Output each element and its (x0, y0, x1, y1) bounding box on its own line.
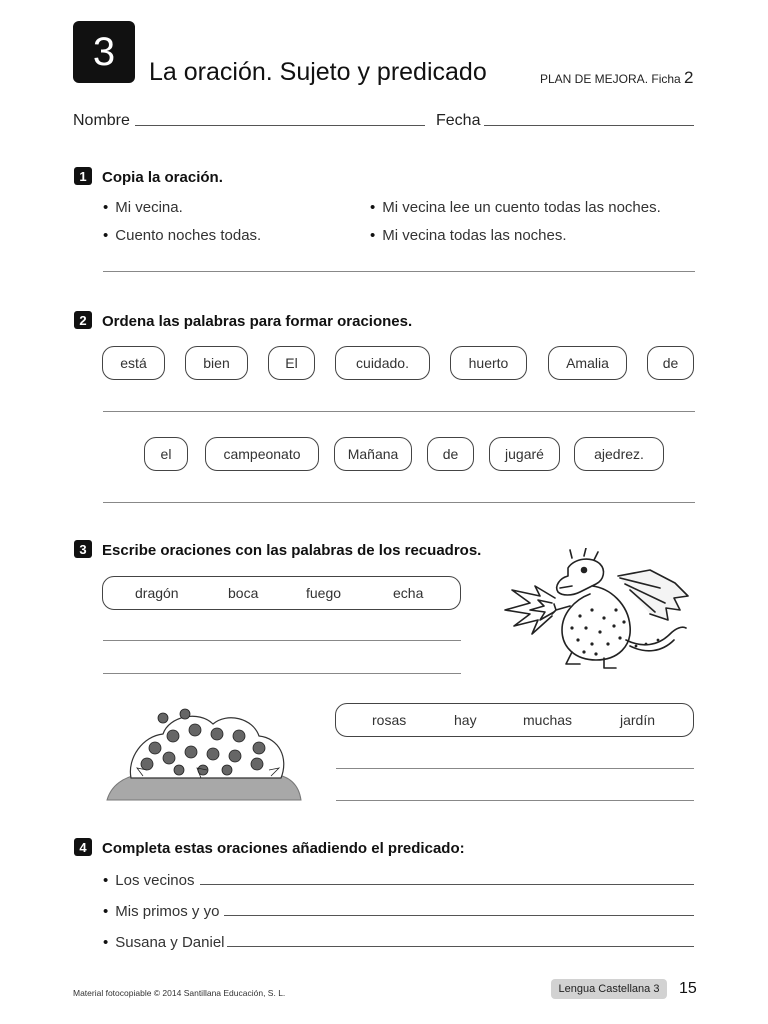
exercise-1-title: Copia la oración. (102, 169, 223, 186)
word-box-roses (335, 703, 694, 737)
word-chip: está (102, 346, 165, 380)
word-chip: El (268, 346, 315, 380)
ex1-option: • Mi vecina. (103, 199, 183, 216)
ex2-answer-line[interactable] (103, 502, 695, 503)
word: dragón (135, 585, 179, 601)
date-label: Fecha (436, 112, 481, 129)
word-chip: ajedrez. (574, 437, 664, 471)
page-title: La oración. Sujeto y predicado (149, 58, 487, 86)
plan-label (540, 68, 694, 88)
copyright-text: Material fotocopiable © 2014 Santillana Educación, S. L. (73, 988, 286, 998)
name-line[interactable] (135, 125, 425, 126)
word: echa (393, 585, 424, 601)
word: boca (228, 585, 259, 601)
exercise-4-title: Completa estas oraciones añadiendo el predicado: (102, 840, 465, 857)
exercise-2-title: Ordena las palabras para formar oraciones. (102, 313, 413, 330)
exercise-2-number: 2 (74, 311, 92, 329)
plan-text: PLAN DE MEJORA. Ficha (540, 72, 685, 86)
ex4-prompt: • Mis primos y yo (103, 903, 219, 920)
exercise-4-number: 4 (74, 838, 92, 856)
page-number: 15 (679, 980, 697, 997)
word-chip: Mañana (334, 437, 412, 471)
word-chip: cuidado. (335, 346, 430, 380)
word-chip: campeonato (205, 437, 319, 471)
unit-number-badge: 3 (73, 21, 135, 83)
exercise-1-number: 1 (74, 167, 92, 185)
word-chip: de (647, 346, 694, 380)
ex2-answer-line[interactable] (103, 411, 695, 412)
book-label: Lengua Castellana 3 (551, 979, 667, 999)
ex1-answer-line[interactable] (103, 271, 695, 272)
ex3-answer-line[interactable] (336, 768, 694, 769)
ex3-answer-line[interactable] (336, 800, 694, 801)
word-chip: el (144, 437, 188, 471)
dragon-illustration (500, 548, 695, 673)
ex4-prompt: • Susana y Daniel (103, 934, 225, 951)
ex3-answer-line[interactable] (103, 640, 461, 641)
ex1-option: • Cuento noches todas. (103, 227, 261, 244)
word-chip: bien (185, 346, 248, 380)
ex4-answer-line[interactable] (227, 946, 694, 947)
date-line[interactable] (484, 125, 694, 126)
ex4-prompt: • Los vecinos (103, 872, 194, 889)
rose-bush-illustration (103, 706, 303, 802)
word-box-dragon (102, 576, 461, 610)
word: muchas (523, 712, 573, 728)
word: fuego (306, 585, 342, 601)
word: rosas (372, 712, 407, 728)
word: hay (454, 712, 477, 728)
word: jardín (620, 712, 656, 728)
word-chip: jugaré (489, 437, 560, 471)
exercise-3-title: Escribe oraciones con las palabras de los recuadros. (102, 542, 482, 559)
word-chip: huerto (450, 346, 527, 380)
word-chip: de (427, 437, 474, 471)
exercise-3-number: 3 (74, 540, 92, 558)
ex4-answer-line[interactable] (224, 915, 694, 916)
word-chip: Amalia (548, 346, 627, 380)
ex1-option: • Mi vecina lee un cuento todas las noches. (370, 199, 661, 216)
plan-number: 2 (684, 68, 694, 87)
ex1-option: • Mi vecina todas las noches. (370, 227, 567, 244)
ex3-answer-line[interactable] (103, 673, 461, 674)
name-label: Nombre (73, 112, 130, 129)
ex4-answer-line[interactable] (200, 884, 694, 885)
